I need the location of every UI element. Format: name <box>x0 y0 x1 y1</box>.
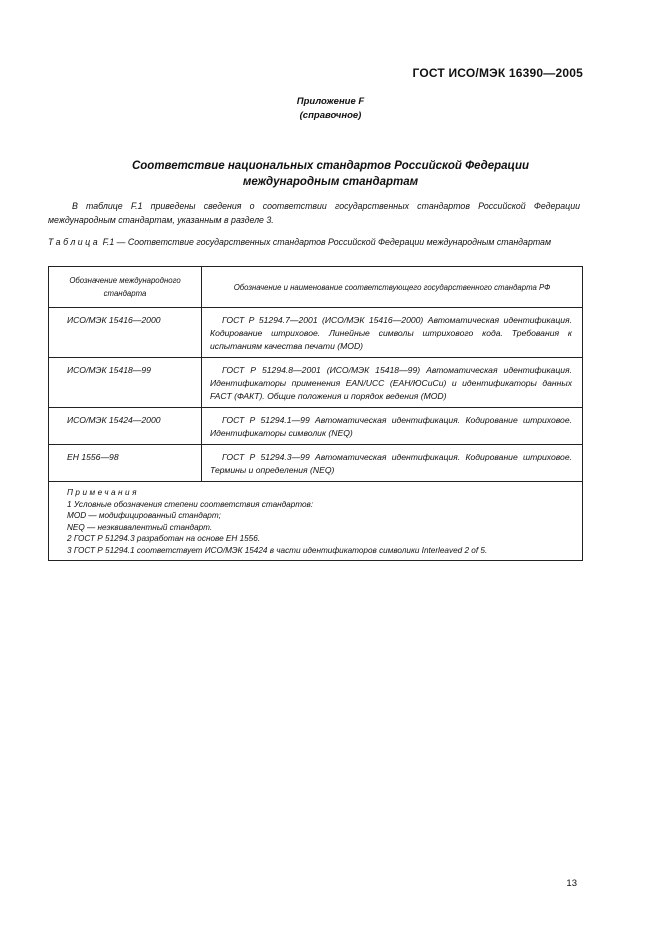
national-standard-cell: ГОСТ Р 51294.8—2001 (ИСО/МЭК 15418—99) Автоматическая идентификация. Идентификаторы применения EAN/UCC (ЕАН/ЮСиСи) и идентификаторы данных FACT (ФАКТ). Общие положения и порядок ведения (MOD) <box>202 358 583 408</box>
table-row <box>49 308 583 358</box>
col-national-header: Обозначение и наименование соответствующего государственного стандарта РФ <box>202 267 583 308</box>
intl-standard-cell: ЕН 1556—98 <box>49 445 202 482</box>
note-line: 1 Условные обозначения степени соответствия стандартов: <box>67 499 314 509</box>
page-number: 13 <box>566 878 577 889</box>
section-title-line-2: международным стандартам <box>242 176 419 188</box>
appendix-heading <box>0 95 661 123</box>
col-intl-header: Обозначение международного стандарта <box>49 267 202 308</box>
table-caption-prefix: Таблица <box>48 237 101 247</box>
intl-standard-cell: ИСО/МЭК 15416—2000 <box>49 308 202 358</box>
appendix-type: (справочное) <box>299 110 362 121</box>
section-title <box>0 158 661 190</box>
national-standard-cell: ГОСТ Р 51294.1—99 Автоматическая идентификация. Кодирование штриховое. Идентификаторы символик (NEQ) <box>202 408 583 445</box>
document-standard-number: ГОСТ ИСО/МЭК 16390—2005 <box>412 66 583 80</box>
section-title-line-1: Соответствие национальных стандартов Российской Федерации <box>131 160 530 172</box>
note-line: NEQ — неэквивалентный стандарт. <box>67 522 213 532</box>
note-line: 3 ГОСТ Р 51294.1 соответствует ИСО/МЭК 15424 в части идентификаторов символики Interleaved 2 of 5. <box>67 545 488 555</box>
table-row <box>49 445 583 482</box>
table-notes <box>49 482 583 561</box>
notes-heading: Примечания <box>67 488 139 497</box>
note-line: MOD — модифицированный стандарт; <box>67 511 221 520</box>
table-row <box>49 358 583 408</box>
note-line: 2 ГОСТ Р 51294.3 разработан на основе ЕН 1556. <box>67 534 261 543</box>
table-header-row <box>49 267 583 308</box>
table-row <box>49 408 583 445</box>
intl-standard-cell: ИСО/МЭК 15424—2000 <box>49 408 202 445</box>
table-notes-row <box>49 482 583 561</box>
appendix-label: Приложение F <box>296 96 365 107</box>
table-caption <box>48 236 580 249</box>
correspondence-table <box>48 266 583 561</box>
national-standard-cell: ГОСТ Р 51294.3—99 Автоматическая идентификация. Кодирование штриховое. Термины и определения (NEQ) <box>202 445 583 482</box>
intro-paragraph: В таблице F.1 приведены сведения о соответствии государственных стандартов Российской Федерации международным стандартам, указанным в разделе 3. <box>48 201 580 225</box>
table-caption-text: F.1 — Соответствие государственных стандартов Российской Федерации международным стандартам <box>102 237 551 247</box>
intl-standard-cell: ИСО/МЭК 15418—99 <box>49 358 202 408</box>
national-standard-cell: ГОСТ Р 51294.7—2001 (ИСО/МЭК 15416—2000) Автоматическая идентификация. Кодирование штриховое. Линейные символы штрихового кода. Требования к испытаниям качества печати (MOD) <box>202 308 583 358</box>
